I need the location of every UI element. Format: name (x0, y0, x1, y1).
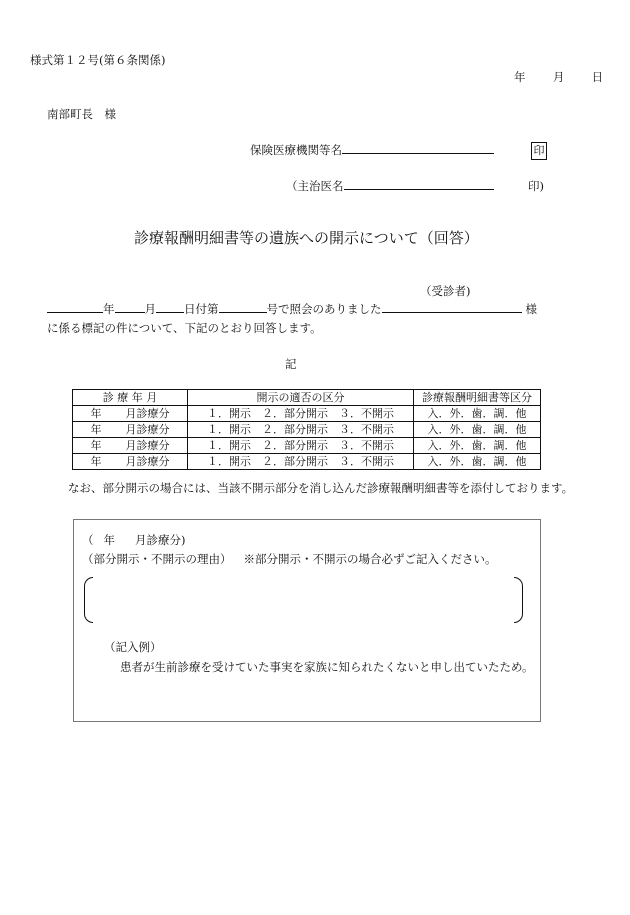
disclosure-options-cell[interactable]: １．開示 ２．部分開示 ３．不開示 (188, 454, 414, 470)
treatment-month-cell[interactable] (73, 438, 188, 454)
institution-name-field[interactable] (342, 153, 494, 154)
table-row (73, 422, 541, 438)
institution-row (250, 144, 494, 158)
date-month-field[interactable]: 月 (552, 70, 565, 84)
treatment-month-cell[interactable] (73, 422, 188, 438)
body-line-2: に係る標記の件について、下記のとおり回答します。 (47, 321, 322, 335)
disclosure-options-cell[interactable]: １．開示 ２．部分開示 ３．不開示 (188, 406, 414, 422)
inquiry-date-suffix: 日付第 (184, 302, 219, 316)
reason-period-month[interactable]: 月診療分) (135, 533, 186, 547)
treatment-year-label: 年 (90, 438, 102, 452)
reason-instruction: ※部分開示・不開示の場合必ずご記入ください。 (243, 552, 497, 566)
reason-text-area[interactable] (96, 577, 510, 621)
addressee: 南部町長 様 (47, 107, 116, 121)
treatment-month-label: 月診療分 (125, 422, 170, 436)
patient-name-field[interactable] (382, 312, 522, 313)
reason-period (82, 534, 186, 548)
table-header-row (73, 390, 541, 406)
form-number: 様式第１２号(第６条関係) (30, 53, 166, 67)
doctor-label: （主治医名 (286, 179, 344, 193)
reason-bracket-left (84, 577, 93, 623)
table-row (73, 406, 541, 422)
treatment-year-label: 年 (90, 406, 102, 420)
doctor-seal: 印) (528, 179, 544, 193)
inquiry-year-label: 年 (103, 302, 115, 316)
patient-honorific: 様 (525, 302, 537, 316)
header-disclosure-status: 開示の適否の区分 (188, 390, 414, 406)
document-title: 診療報酬明細書等の遺族への開示について（回答） (134, 229, 479, 247)
treatment-year-label: 年 (90, 422, 102, 436)
inquiry-day-field[interactable] (156, 312, 184, 313)
partial-disclosure-note: なお、部分開示の場合には、当該不開示部分を消し込んだ診療報酬明細書等を添付しております。 (68, 481, 574, 495)
inquiry-month-field[interactable] (115, 312, 145, 313)
disclosure-options-cell[interactable]: １．開示 ２．部分開示 ３．不開示 (188, 438, 414, 454)
disclosure-options-cell[interactable]: １．開示 ２．部分開示 ３．不開示 (188, 422, 414, 438)
treatment-month-label: 月診療分 (125, 438, 170, 452)
reason-period-open: （ (82, 533, 94, 547)
inquiry-number-suffix: 号で照会のありました (266, 302, 382, 316)
treatment-month-cell[interactable] (73, 406, 188, 422)
treatment-month-label: 月診療分 (125, 406, 170, 420)
treatment-month-label: 月診療分 (125, 454, 170, 468)
header-statement-category: 診療報酬明細書等区分 (414, 390, 541, 406)
reason-box (73, 519, 541, 722)
reason-period-year[interactable]: 年 (103, 533, 115, 547)
reason-label-row (82, 553, 497, 567)
date-year-field[interactable]: 年 (514, 70, 526, 84)
example-text: 患者が生前診療を受けていた事実を家族に知られたくないと申し出ていたため。 (120, 660, 534, 674)
ki-mark: 記 (285, 357, 297, 371)
institution-label: 保険医療機関等名 (250, 143, 342, 157)
table-row (73, 454, 541, 470)
category-options-cell[interactable]: 入．外．歯．調．他 (414, 454, 541, 470)
disclosure-table (72, 389, 541, 470)
header-treatment-month: 診 療 年 月 (73, 390, 188, 406)
treatment-month-cell[interactable] (73, 454, 188, 470)
example-label: （記入例） (104, 640, 162, 654)
reason-bracket-right (514, 577, 523, 623)
doctor-row (286, 180, 494, 194)
date-fields (514, 71, 603, 85)
inquiry-year-field[interactable] (47, 312, 103, 313)
category-options-cell[interactable]: 入．外．歯．調．他 (414, 406, 541, 422)
category-options-cell[interactable]: 入．外．歯．調．他 (414, 422, 541, 438)
category-options-cell[interactable]: 入．外．歯．調．他 (414, 438, 541, 454)
inquiry-sentence (47, 303, 537, 317)
reason-label: （部分開示・不開示の理由） (82, 552, 232, 566)
treatment-year-label: 年 (90, 454, 102, 468)
institution-seal: 印 (531, 142, 547, 160)
patient-label: （受診者) (420, 284, 471, 298)
inquiry-month-label: 月 (144, 302, 156, 316)
inquiry-number-field[interactable] (219, 312, 267, 313)
date-day-field[interactable]: 日 (591, 70, 604, 84)
doctor-name-field[interactable] (344, 189, 494, 190)
table-row (73, 438, 541, 454)
